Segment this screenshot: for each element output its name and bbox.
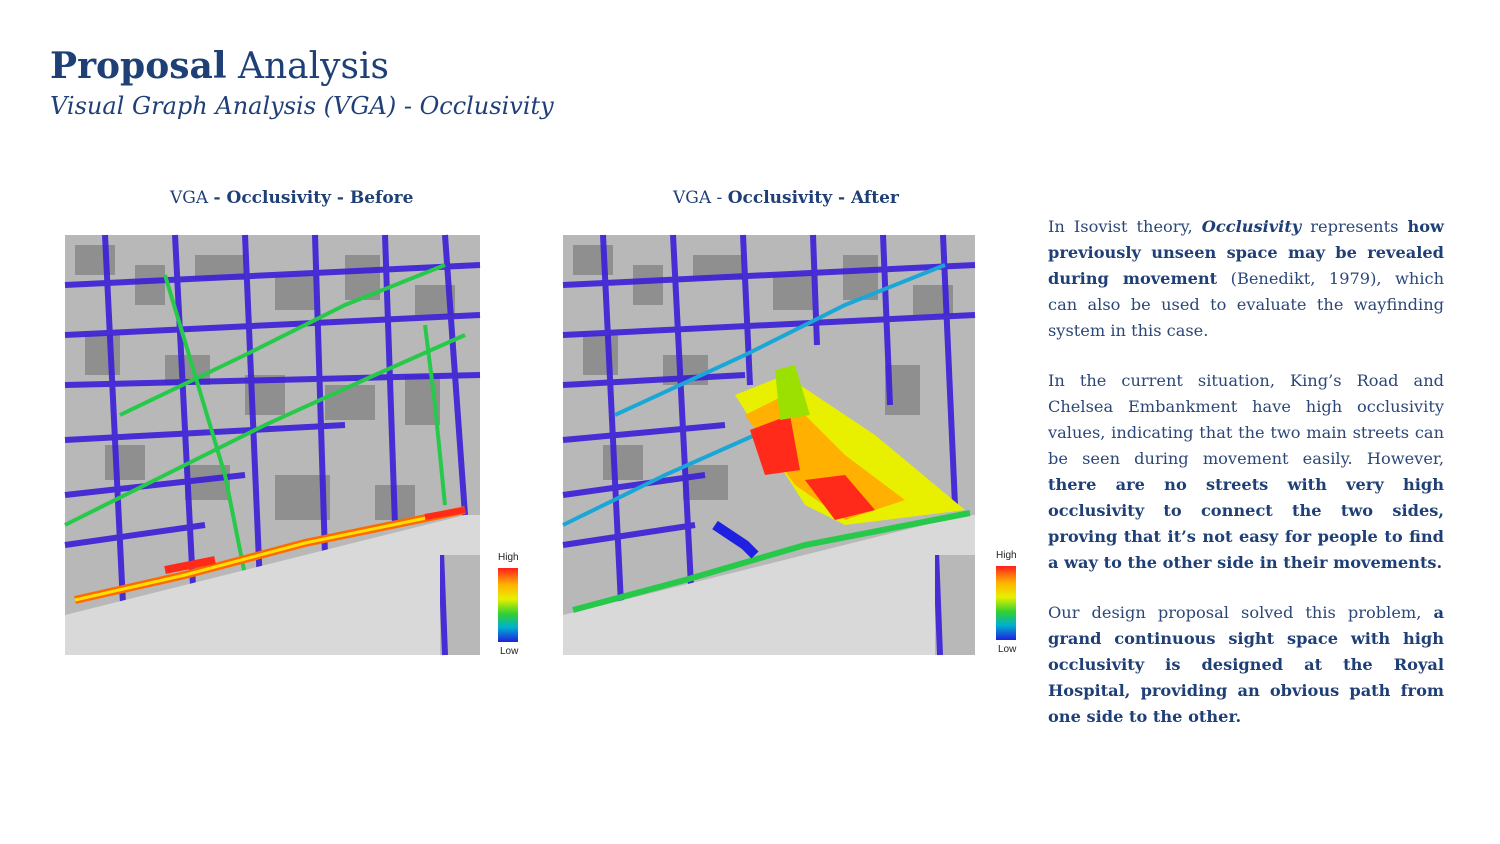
paragraph-1 [1048, 214, 1444, 344]
page-subtitle: Visual Graph Analysis (VGA) - Occlusivity [50, 92, 554, 120]
analysis-text [1048, 214, 1444, 754]
paragraph-3 [1048, 600, 1444, 730]
vga-map-after [545, 225, 985, 670]
text-run-bold-italic: Occlusivity [1201, 217, 1302, 236]
text-run: In the current situation, King’s Road and Chelsea Embankment have high occlusivity values, indicating that the two main streets can be seen during movement easily. However, [1048, 371, 1444, 468]
legend-high-label: High [996, 550, 1017, 561]
caption-prefix: VGA - [673, 188, 723, 208]
figure-before-caption [170, 188, 413, 208]
legend-low-label: Low [500, 646, 519, 657]
text-run: Our design proposal solved this problem, [1048, 603, 1434, 622]
text-run: represents [1301, 217, 1408, 236]
page-title [50, 44, 389, 89]
text-run-bold: how previously unseen space may be revealed during movement [1048, 217, 1444, 288]
vga-map-before [45, 225, 500, 670]
figure-after-caption [673, 188, 899, 208]
title-bold: Proposal [50, 45, 227, 87]
text-run: In Isovist theory, [1048, 217, 1202, 236]
text-run: (Benedikt, 1979), which can also be used to evaluate the wayfinding system in this case. [1048, 269, 1444, 340]
legend-low-label: Low [998, 644, 1017, 655]
title-rest: Analysis [237, 46, 389, 87]
caption-prefix: VGA [170, 188, 209, 208]
text-run-bold: a grand continuous sight space with high occlusivity is designed at the Royal Hospital, providing an obvious path from one side to the other. [1048, 603, 1444, 726]
legend-bar-after [996, 566, 1016, 640]
caption-bold: - Occlusivity - Before [213, 188, 414, 208]
caption-bold: Occlusivity - After [727, 188, 899, 208]
legend-bar-before [498, 568, 518, 642]
legend-high-label: High [498, 552, 519, 563]
paragraph-2 [1048, 368, 1444, 576]
text-run-bold: there are no streets with very high occlusivity to connect the two sides, proving that it’s not easy for people to find a way to the other side in their movements. [1048, 475, 1444, 572]
